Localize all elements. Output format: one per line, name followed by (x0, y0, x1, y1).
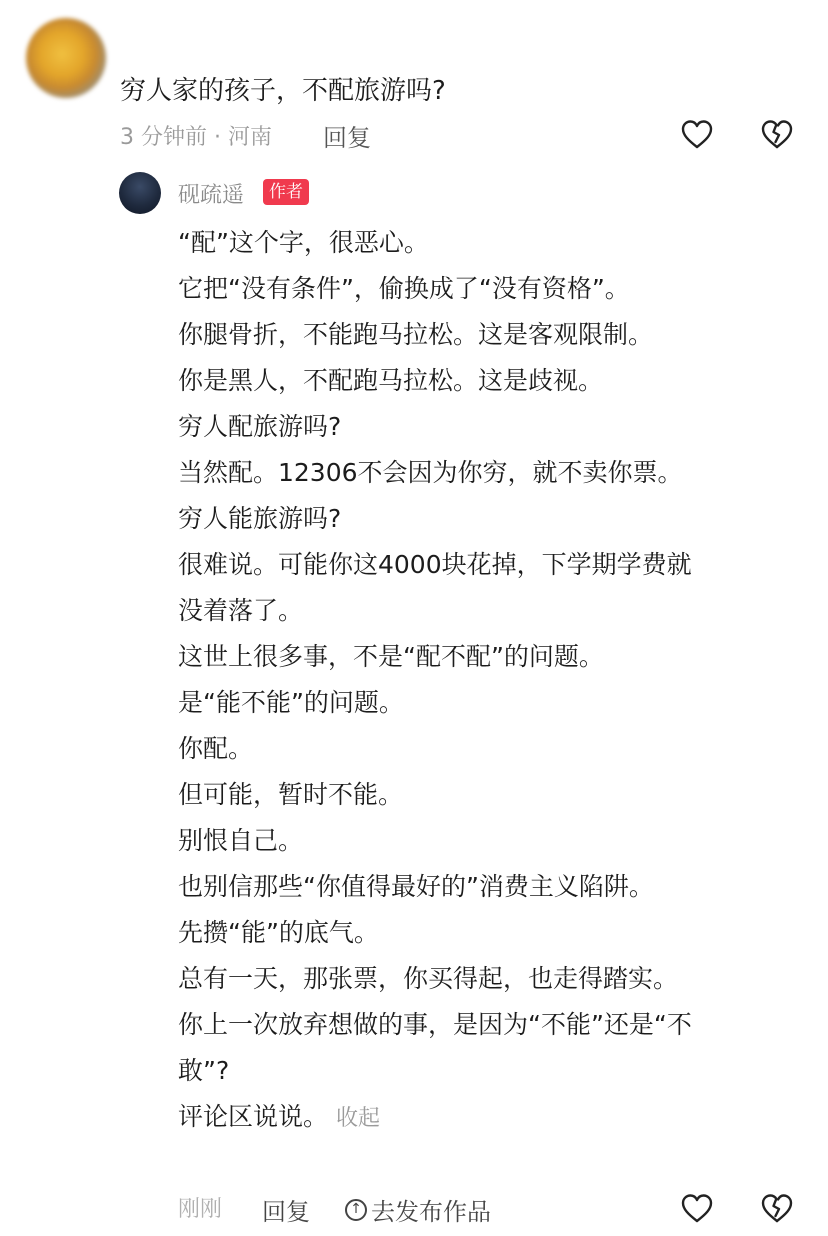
reply-line: 敢”? (178, 1056, 230, 1085)
reply-line-last (178, 1094, 788, 1140)
author-avatar[interactable] (119, 172, 161, 214)
reply-line: 很难说。可能你这4000块花掉，下学期学费就 (178, 550, 692, 579)
reply-line: 穷人能旅游吗? (178, 504, 342, 533)
reply-line: 你上一次放弃想做的事，是因为“不能”还是“不 (178, 1010, 692, 1039)
publish-label: 去发布作品 (371, 1198, 491, 1226)
comment-text: 穷人家的孩子，不配旅游吗? (120, 76, 446, 106)
reply-line: 你腿骨折，不能跑马拉松。这是客观限制。 (178, 320, 654, 349)
broken-heart-icon[interactable] (760, 1192, 794, 1226)
publish-button[interactable] (345, 1192, 491, 1227)
reply-time: 刚刚 (178, 1197, 223, 1222)
reply-button[interactable]: 回复 (323, 124, 371, 152)
reply-line-text: 评论区说说。 (178, 1102, 329, 1131)
author-badge: 作者 (263, 179, 309, 205)
heart-icon[interactable] (680, 118, 714, 152)
reply-line: 穷人配旅游吗? (178, 412, 342, 441)
reply-line: 没着落了。 (178, 596, 304, 625)
reply-line: 但可能，暂时不能。 (178, 780, 404, 809)
heart-icon[interactable] (680, 1192, 714, 1226)
reply-line: 是“能不能”的问题。 (178, 688, 404, 717)
reply-line: 它把“没有条件”，偷换成了“没有资格”。 (178, 274, 630, 303)
reply-line: 你配。 (178, 734, 254, 763)
reply-line: 别恨自己。 (178, 826, 304, 855)
broken-heart-icon[interactable] (760, 118, 794, 152)
arrow-up-circle-icon: ↑ (345, 1199, 367, 1221)
author-name[interactable]: 砚疏遥 (178, 183, 245, 208)
reply-line: 先攒“能”的底气。 (178, 918, 379, 947)
reply-line: 你是黑人，不配跑马拉松。这是歧视。 (178, 366, 604, 395)
collapse-button[interactable]: 收起 (336, 1106, 381, 1131)
comment-meta: 3 分钟前 · 河南 (120, 125, 272, 150)
reply-line: “配”这个字，很恶心。 (178, 228, 429, 257)
reply-line: 当然配。12306不会因为你穷，就不卖你票。 (178, 458, 683, 487)
reply-line: 也别信那些“你值得最好的”消费主义陷阱。 (178, 872, 654, 901)
avatar[interactable] (26, 18, 106, 98)
reply-line: 这世上很多事，不是“配不配”的问题。 (178, 642, 604, 671)
reply-body (178, 220, 788, 1140)
reply-line: 总有一天，那张票，你买得起，也走得踏实。 (178, 964, 679, 993)
reply-button[interactable]: 回复 (262, 1198, 310, 1226)
